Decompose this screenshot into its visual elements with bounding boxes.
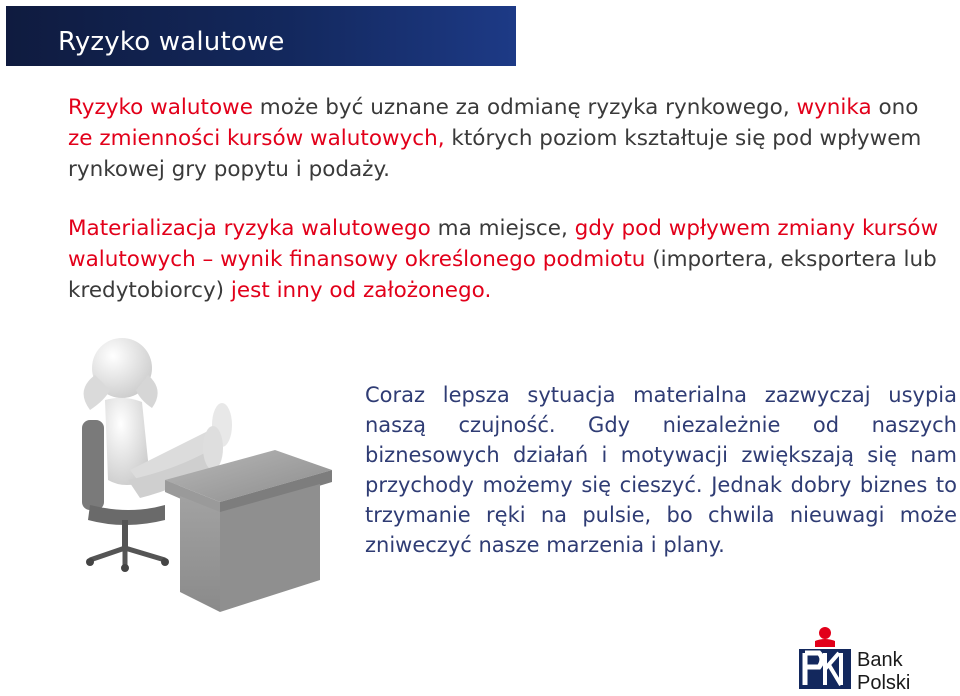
chair-back — [82, 420, 104, 510]
term-currency-risk: Ryzyko walutowe — [68, 95, 253, 120]
desk-front — [180, 496, 220, 612]
page-title: Ryzyko walutowe — [58, 27, 285, 57]
term-rate-variability: ze zmienności kursów walutowych, — [68, 126, 445, 151]
term-outcome: jest inny od założonego. — [230, 278, 492, 303]
text-segment: (importera, eksportera lub kredytobiorcy) — [68, 247, 937, 303]
relaxed-figure-illustration — [70, 330, 360, 615]
logo-text: Bank Polski — [857, 649, 911, 694]
term-condition: gdy pod wpływem zmiany kursów walutowych – wynik finansowy określonego podmiotu — [68, 216, 939, 272]
term-materialization: Materializacja ryzyka walutowego — [68, 216, 431, 241]
title-bar — [6, 6, 516, 66]
chair-base — [90, 548, 165, 566]
pko-emblem-icon — [795, 625, 855, 692]
paragraph-definition — [68, 92, 948, 185]
figure-foot — [203, 426, 223, 470]
term-results: wynika — [796, 95, 872, 120]
text-segment: ono — [871, 95, 919, 120]
text-segment: może być uznane za odmianę ryzyka rynkowego, — [252, 95, 797, 120]
bank-logo — [795, 625, 960, 692]
text-segment: ma miejsce, — [430, 216, 575, 241]
paragraph-materialization — [68, 213, 948, 306]
paragraph-advice: Coraz lepsza sytuacja materialna zazwyczaj usypia naszą czujność. Gdy niezależnie od naszych biznesowych działań i motywacji zwiększają się nam przychody możemy się cieszyć. Jednak dobry biznes to trzymanie ręki na pulsie, bo chwila nieuwagi może zniweczyć nasze marzenia i plany. — [365, 383, 957, 557]
text-segment: których poziom kształtuje się pod wpływem rynkowej gry popytu i podaży. — [68, 126, 922, 182]
